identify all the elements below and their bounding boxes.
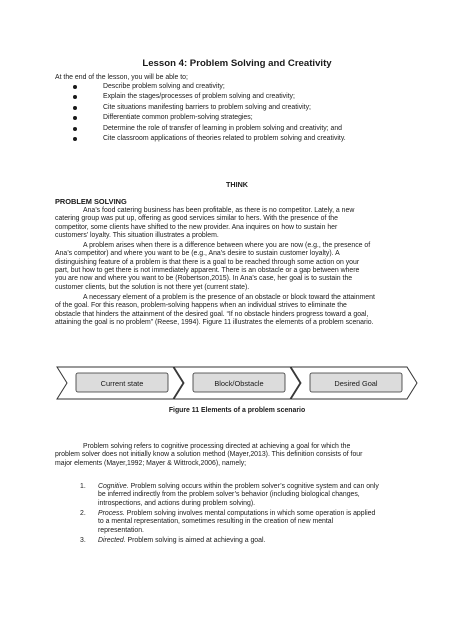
objective-item: Describe problem solving and creativity; <box>55 82 355 92</box>
text-line: of the goal. For this reason, problem-solving happens when an individual strives to eliminate the <box>55 302 347 310</box>
text-line: customer clients, but the solution is not there yet (current state). <box>55 283 250 291</box>
text-line: Problem solving refers to cognitive processing directed at achieving a goal for which the <box>83 443 351 450</box>
objectives-intro: At the end of the lesson, you will be able to; <box>55 74 188 81</box>
section-heading-think: THINK <box>226 180 248 189</box>
text-line: major elements (Mayer,1992; Mayer & Wittrock,2006), namely; <box>55 459 247 467</box>
text-line: attaining the goal is no problem” (Reese, 1994). Figure 11 illustrates the elements of a problem scenario. <box>55 319 374 327</box>
diagram-stage-desired-goal <box>291 367 417 399</box>
stage-label: Block/Obstacle <box>214 379 264 388</box>
element-term: Process. <box>98 510 127 518</box>
element-item-cognitive: 1. Cognitive. Problem solving occurs within the problem solver’s cognitive system and can only be inferred indirectly from the problem solver’s behavior (including biological changes, introspections, and actions during problem solving). <box>80 483 379 507</box>
figure-caption: Figure 11 Elements of a problem scenario <box>168 407 306 414</box>
element-item-process: 2. Process. Problem solving involves mental computations in which some operation is applied to a mental representation, sometimes resulting in the creation of new mental representation. <box>80 510 376 534</box>
stage-label: Current state <box>100 379 144 388</box>
objective-item: Differentiate common problem-solving strategies; <box>55 113 355 123</box>
text-line: distinguishing feature of a problem is that there is a goal to be reached through some action on your <box>55 258 360 266</box>
text-line: A necessary element of a problem is the presence of an obstacle or block toward the attainment <box>83 294 375 301</box>
bullet-icon <box>73 137 77 141</box>
text-line: you are now and where you want to be (Robertson,2015). In Ana’s case, her goal is to sustain the <box>55 275 353 283</box>
element-term: Cognitive. <box>98 483 131 490</box>
bullet-icon <box>73 116 77 120</box>
text-line: A problem arises when there is a difference between where you are now (e.g., the presence of <box>83 242 371 249</box>
element-item-directed: 3. Directed. Problem solving is aimed at achieving a goal. <box>80 537 266 545</box>
bullet-icon <box>73 127 77 131</box>
text-line: obstacle that hinders the attainment of the desired goal. “If no obstacle hinders progress toward a goal, <box>55 310 369 318</box>
bullet-icon <box>73 106 77 110</box>
paragraph-1 <box>55 207 419 240</box>
stage-label: Desired Goal <box>334 379 378 388</box>
text-line: problem solver does not initially know a solution method (Mayer,2013). This definition consists of four <box>55 451 363 459</box>
text-line: catering group was put up, offering as good services similar to hers. With the presence of the <box>55 215 338 223</box>
paragraph-4 <box>55 443 419 468</box>
objective-item: Explain the stages/processes of problem solving and creativity; <box>55 92 355 102</box>
text-line: Ana’s competitor) and where you want to be (e.g., Ana’s desire to sustain customer loyalty). A <box>55 250 340 258</box>
diagram-stage-block-obstacle <box>174 367 300 399</box>
text-line: part, but how to get there is not immediately apparent. There is an obstacle or a gap between where <box>55 267 360 275</box>
paragraph-2 <box>55 242 419 292</box>
objective-item: Cite situations manifesting barriers to problem solving and creativity; <box>55 103 355 113</box>
paragraph-3 <box>55 294 419 327</box>
text-line: customers’ loyalty. This situation illustrates a problem. <box>55 232 219 240</box>
lesson-title: Lesson 4: Problem Solving and Creativity <box>142 58 332 69</box>
text-line: Ana’s food catering business has been profitable, as there is no competitor. Lately, a new <box>83 207 355 214</box>
objective-item: Determine the role of transfer of learning in problem solving and creativity; and <box>55 124 355 134</box>
section-heading-problem-solving: PROBLEM SOLVING <box>55 197 127 206</box>
problem-solving-elements-list <box>80 483 420 547</box>
objective-item: Cite classroom applications of theories related to problem solving and creativity. <box>55 134 355 144</box>
bullet-icon <box>73 85 77 89</box>
diagram-stage-current-state <box>57 367 183 399</box>
element-term: Directed. <box>98 537 128 545</box>
problem-scenario-diagram <box>55 360 419 406</box>
bullet-icon <box>73 95 77 99</box>
text-line: competitor, some clients have shifted to the new provider. Ana inquires on how to sustain her <box>55 223 338 231</box>
